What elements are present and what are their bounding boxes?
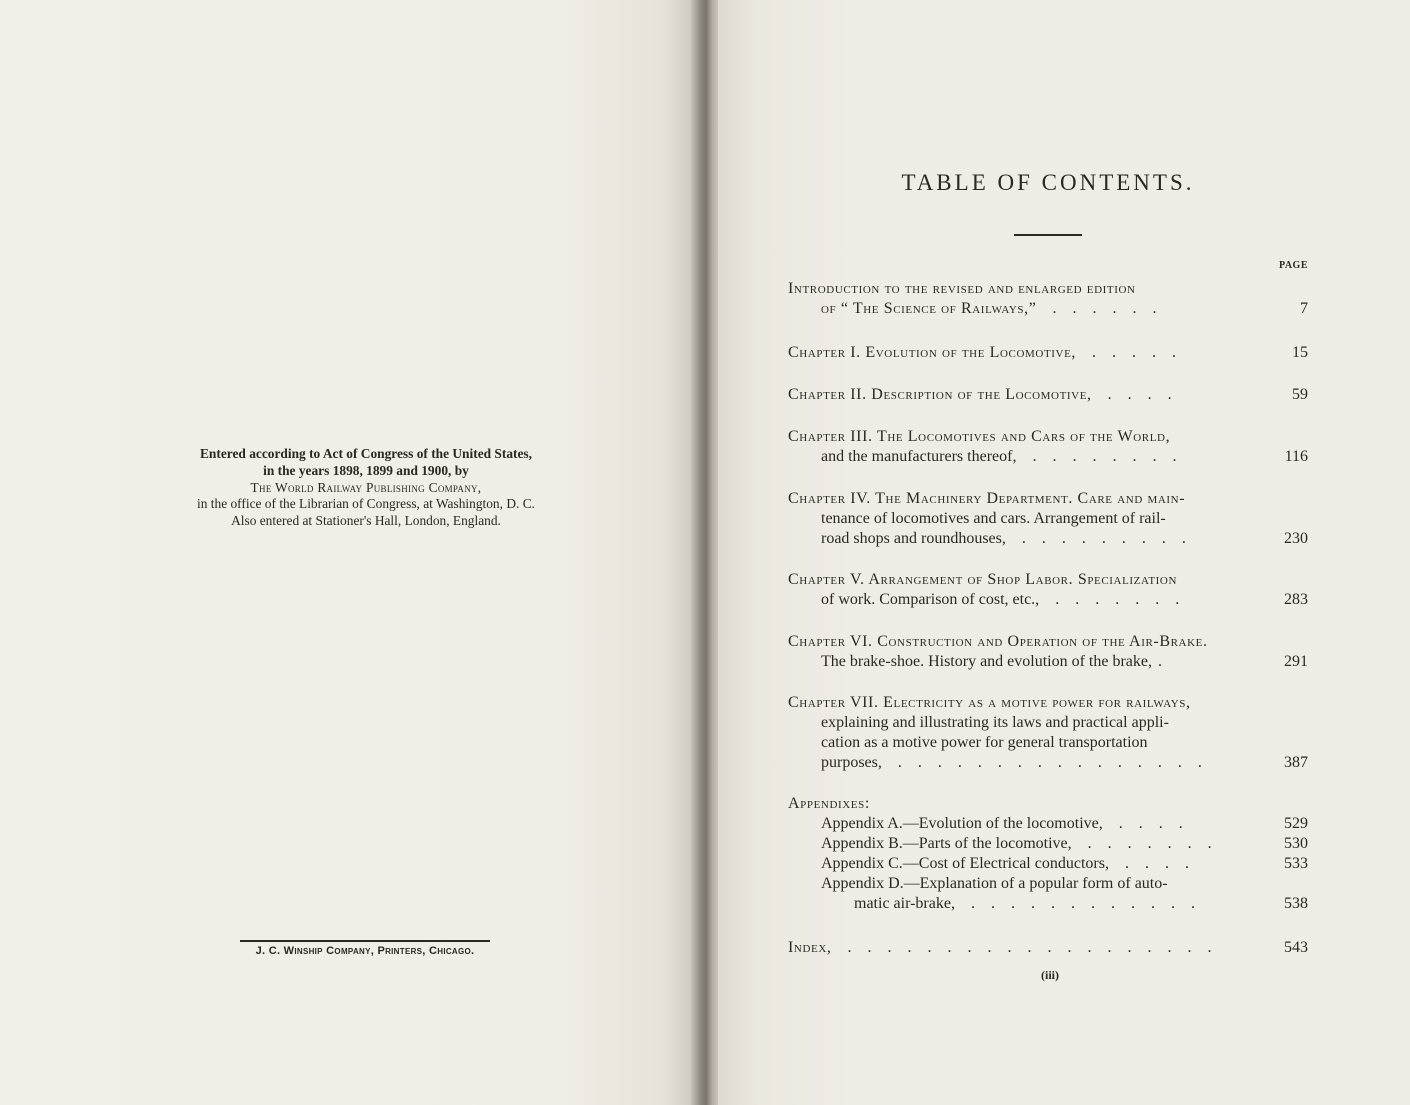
page-folio: (iii): [1041, 968, 1059, 982]
toc-appendixes: [788, 794, 1308, 914]
leader-dots: . . . . . . .: [1077, 835, 1218, 852]
toc-entry-line: cation as a motive power for general transportation: [821, 734, 1148, 751]
toc-entry-text: road shops and roundhouses,: [821, 530, 1006, 547]
left-page: [0, 0, 700, 1105]
leader-dots: . . . .: [1114, 855, 1195, 872]
toc-entry-text: The brake-shoe. History and evolution of the brake,: [821, 653, 1153, 670]
toc-entry-line: explaining and illustrating its laws and practical appli-: [821, 714, 1169, 731]
toc-entry-introduction[interactable]: [788, 279, 1308, 319]
leader-dots: . . . .: [1108, 815, 1189, 832]
toc-entry-text: Appendix C.—Cost of Electrical conductors,: [821, 855, 1109, 872]
toc-entry-appendix-a[interactable]: [788, 814, 1308, 834]
toc-entry-chapter-2[interactable]: [788, 385, 1308, 405]
toc-entry-text: of “ The Science of Railways,”: [821, 300, 1037, 317]
toc-entry-line: [788, 753, 1308, 773]
page-number: 7: [1300, 300, 1308, 317]
toc-entry-text: Chapter I. Evolution of the Locomotive,: [788, 344, 1076, 361]
toc-entry-line: Chapter III. The Locomotives and Cars of the World,: [788, 428, 1171, 445]
leader-dots: . . . . . .: [1042, 300, 1163, 317]
title-rule: [1014, 234, 1082, 236]
toc-entry-line: [788, 299, 1308, 319]
leader-dots: . . . . . . . . . . . .: [960, 895, 1201, 912]
toc-entry-text: Chapter II. Description of the Locomotive,: [788, 386, 1092, 403]
printer-imprint: J. C. Winship Company, Printers, Chicago.: [240, 940, 490, 957]
leader-dots: . . . . .: [1082, 344, 1182, 361]
page-number: 529: [1284, 815, 1308, 832]
copyright-line: in the years 1898, 1899 and 1900, by: [263, 462, 469, 478]
toc-entry-appendix-c[interactable]: [788, 854, 1308, 874]
page-number: 283: [1284, 591, 1308, 608]
page-number: 291: [1284, 653, 1308, 670]
copyright-notice: [148, 446, 584, 530]
toc-entry-line: [788, 938, 1308, 958]
toc-entry-line: tenance of locomotives and cars. Arrangement of rail-: [821, 510, 1166, 527]
toc-entry-chapter-3[interactable]: [788, 427, 1308, 467]
toc-entry-chapter-1[interactable]: [788, 343, 1308, 363]
toc-entry-text: matic air-brake,: [854, 895, 955, 912]
toc-entry-line: [788, 385, 1308, 405]
toc-entry-text: Appendix B.—Parts of the locomotive,: [821, 835, 1072, 852]
leader-dots: . . . . . . .: [1045, 591, 1186, 608]
toc-entry-line: Chapter VII. Electricity as a motive power for railways,: [788, 694, 1191, 711]
page-number: 116: [1284, 448, 1308, 465]
toc-entry-text: Index,: [788, 939, 832, 956]
page-number: 15: [1292, 344, 1308, 361]
toc-entry-line: Chapter VI. Construction and Operation of the Air-Brake.: [788, 633, 1208, 650]
toc-entry-appendix-b[interactable]: [788, 834, 1308, 854]
toc-entry-text: of work. Comparison of cost, etc.,: [821, 591, 1040, 608]
page-number: 387: [1284, 754, 1308, 771]
page-column-header: PAGE: [1278, 260, 1308, 271]
leader-dots: . . . . . . . . . . . . . . . . . . .: [837, 939, 1218, 956]
page-title: TABLE OF CONTENTS.: [901, 170, 1195, 195]
page-number: 230: [1284, 530, 1308, 547]
toc-entry-chapter-5[interactable]: [788, 570, 1308, 610]
toc-entry-index[interactable]: [788, 938, 1308, 958]
page-number: 59: [1292, 386, 1308, 403]
toc-entry-chapter-6[interactable]: [788, 632, 1308, 672]
toc-entry-appendix-d[interactable]: Appendix D.—Explanation of a popular form of auto-: [821, 875, 1168, 892]
leader-dots: . . . . . . . .: [1022, 448, 1183, 465]
copyright-line: in the office of the Librarian of Congress, at Washington, D. C.: [197, 496, 535, 512]
copyright-line: Also entered at Stationer's Hall, London, England.: [231, 513, 501, 529]
toc-entry-text: and the manufacturers thereof,: [821, 448, 1017, 465]
toc-entry-line: [788, 590, 1308, 610]
toc-entry-line: Chapter IV. The Machinery Department. Care and main-: [788, 490, 1186, 507]
publisher-name: The World Railway Publishing Company,: [250, 479, 482, 495]
toc-entry-text: purposes,: [821, 754, 882, 771]
leader-dots: .: [1158, 653, 1169, 670]
page-number: 538: [1284, 895, 1308, 912]
page-number: 530: [1284, 835, 1308, 852]
toc-entry-chapter-4[interactable]: [788, 489, 1308, 549]
toc-entry-line: [788, 529, 1308, 549]
toc-entry-line: [788, 343, 1308, 363]
page-number: 543: [1284, 939, 1308, 956]
copyright-line: Entered according to Act of Congress of the United States,: [199, 446, 532, 461]
toc-entry-line: [788, 652, 1308, 672]
toc-entry-line: Introduction to the revised and enlarged edition: [788, 280, 1136, 297]
appendixes-heading: Appendixes:: [788, 795, 870, 812]
toc-entry-chapter-7[interactable]: [788, 693, 1308, 773]
leader-dots: . . . . . . . . . . . . . . . .: [887, 754, 1208, 771]
toc-entry-line: [788, 447, 1308, 467]
leader-dots: . . . .: [1097, 386, 1178, 403]
leader-dots: . . . . . . . . .: [1011, 530, 1192, 547]
page-number: 533: [1284, 855, 1308, 872]
toc-entry-text: Appendix A.—Evolution of the locomotive,: [821, 815, 1103, 832]
toc-entry-line: [788, 894, 1308, 914]
toc-entry-line: Chapter V. Arrangement of Shop Labor. Specialization: [788, 571, 1177, 588]
